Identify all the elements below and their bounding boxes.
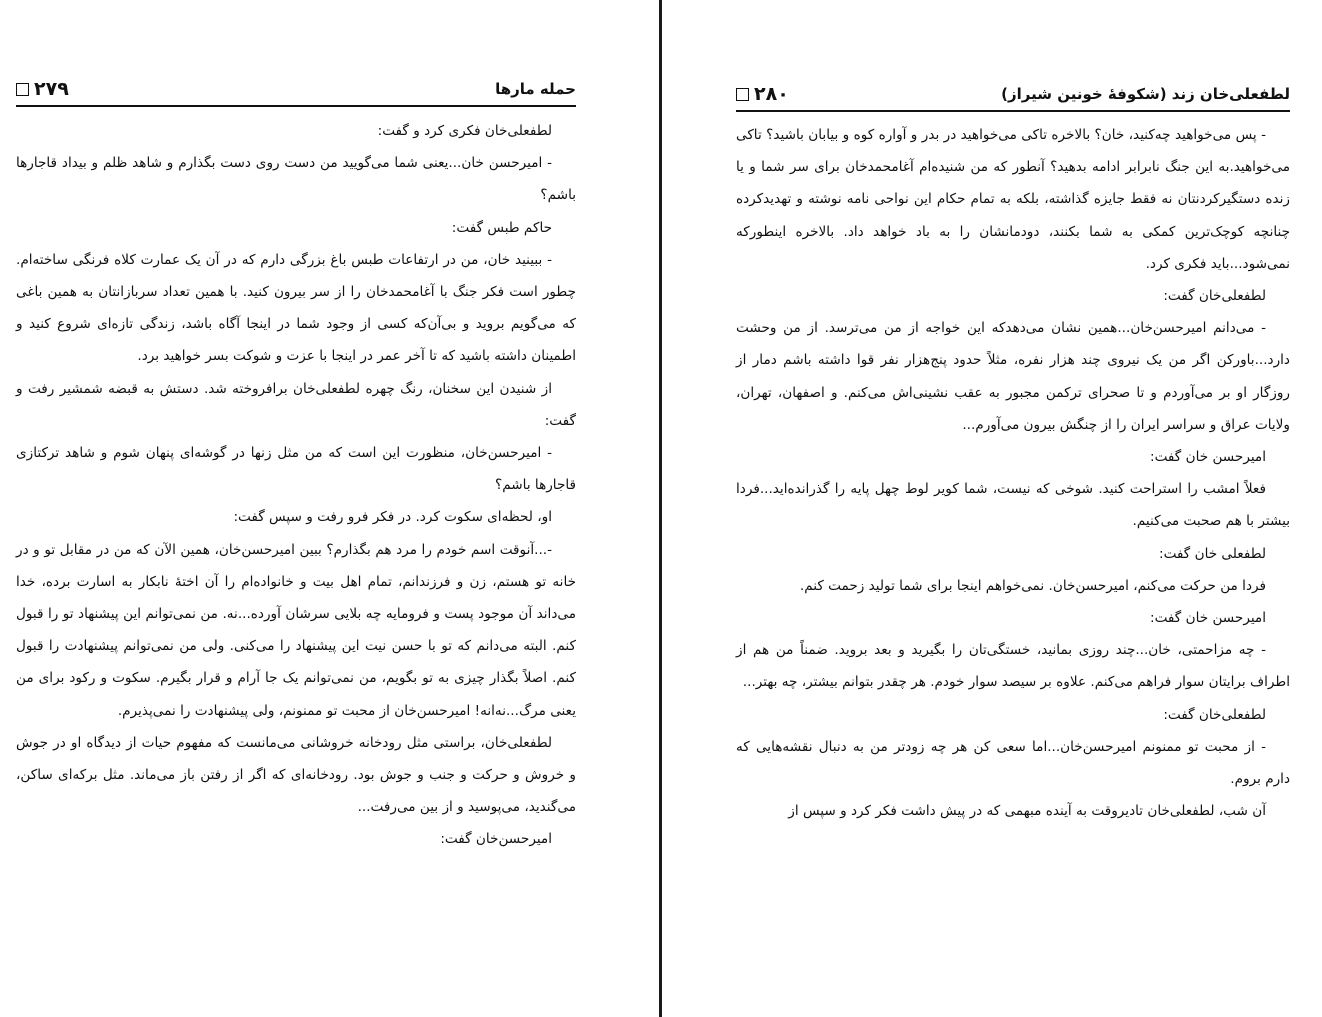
body-paragraph: - پس می‌خواهید چه‌کنید، خان؟ بالاخره تاکی می‌خواهید در بدر و آواره کوه و بیابان باشید؟ تاکی می‌خواهید.به این جنگ نابرابر ادامه بدهید؟ آنطور که من شنیده‌ام آغامحمدخان برای سر شما و یا زنده دستگیرکردنتان نه فقط جایزه گذاشته، بلکه به تمام حکام این نواحی نامه نوشته و تهدیدکرده چنانچه کوچک‌ترین کمکی به شما بکنند، دودمانشان را به باد خواهد داد. بالاخره اینطورکه نمی‌شود...باید فکری کرد.: [736, 127, 1290, 272]
body-paragraph: آن شب، لطفعلی‌خان تادیروقت به آینده مبهمی که در پیش داشت فکر کرد و سپس از: [788, 803, 1266, 820]
right-header-rule: [736, 110, 1290, 112]
body-paragraph: فردا من حرکت می‌کنم، امیرحسن‌خان. نمی‌خواهم اینجا برای شما تولید زحمت کنم.: [799, 577, 1266, 594]
right-page-body: [736, 119, 1290, 827]
speaker-line: امیرحسن‌خان گفت:: [440, 831, 552, 848]
speaker-line: لطفعلی‌خان گفت:: [1163, 706, 1266, 723]
body-paragraph: - چه مزاحمتی، خان...چند روزی بمانید، خستگی‌تان را بگیرید و بعد بروید. ضمناً من هم از اطراف برایتان سوار فراهم می‌کنم. علاوه بر سیصد سوار خودم. هر چقدر بتوانم بیشتر، چه بهتر...: [736, 642, 1290, 691]
speaker-line: لطفعلی‌خان فکری کرد و گفت:: [377, 123, 552, 139]
left-page-header: [16, 74, 576, 104]
speaker-line: او، لحظه‌ای سکوت کرد. در فکر فرو رفت و سپس گفت:: [233, 509, 552, 526]
body-paragraph: فعلاً امشب را استراحت کنید. شوخی که نیست، شما کویر لوط چهل پایه را گذرانده‌اید...فردا بیشتر با هم صحبت می‌کنیم.: [736, 481, 1290, 530]
right-page: [736, 0, 1290, 1017]
body-paragraph: -...آنوقت اسم خودم را مرد هم بگذارم؟ ببین امیرحسن‌خان، همین الآن که من در مقابل تو و در خانه تو هستم، زن و فرزندانم، تمام اهل بیت و خانواده‌ام را آن اختهٔ نابکار به اسارت برده، خدا می‌داند آن موجود پست و فرومایه چه بلایی سرشان آورده...نه. من نمی‌توانم این پیشنهاد تو را قبول کنم. البته می‌دانم که تو با حسن نیت این پیشنهاد را می‌کنی. ولی من نمی‌توانم پیشنهادت را قبول کنم. اصلاً بگذار چیزی به تو بگویم، من نمی‌توانم یک جا آرام و قرار بگیرم. سکوت و رکود برای من یعنی مرگ...نه‌ا‌نه! امیرحسن‌خان از محبت تو ممنونم، ولی پیشنهادت را نمی‌پذیرم.: [16, 541, 576, 719]
speaker-line: امیرحسن خان گفت:: [1150, 449, 1266, 466]
speaker-line: لطفعلی خان گفت:: [1158, 545, 1266, 562]
body-paragraph: از شنیدن این سخنان، رنگ چهره لطفعلی‌خان برافروخته شد. دستش به قبضه شمشیر رفت و گفت:: [16, 380, 576, 429]
right-page-number-text: ۲۸۰: [754, 83, 789, 105]
body-paragraph: - امیرحسن خان...یعنی شما می‌گویید من دست روی دست بگذارم و شاهد ظلم و بیداد قاجارها باشم؟: [16, 155, 576, 204]
left-page-number-text: ۲۷۹: [34, 78, 69, 100]
speaker-line: لطفعلی‌خان گفت:: [1163, 288, 1266, 305]
spine-gutter-line: [659, 0, 662, 1017]
right-page-running-title: لطفعلی‌خان زند (شکوفهٔ خونین شیراز): [1001, 85, 1290, 103]
speaker-line: حاکم طبس گفت:: [451, 219, 552, 236]
left-page-number: [16, 78, 69, 100]
body-paragraph: لطفعلی‌خان، براستی مثل رودخانه خروشانی می‌مانست که مفهوم حیات از دیدگاه او در جوش و خروش و حرکت و جنب و جوش بود. رودخانه‌ای که اگر از رفتن باز می‌ماند. مثل برکه‌ای ساکن، می‌گندید، می‌پوسید و از بین می‌رفت...: [16, 734, 576, 816]
left-page: [16, 0, 576, 1017]
page-number-box-icon: [16, 83, 29, 96]
right-page-header: [736, 79, 1290, 109]
speaker-line: امیرحسن خان گفت:: [1150, 610, 1266, 627]
page-number-box-icon: [736, 88, 749, 101]
body-paragraph: - از محبت تو ممنونم امیرحسن‌خان...اما سعی کن هر چه زودتر من به دنبال نقشه‌هایی که دارم بروم.: [736, 738, 1290, 788]
body-paragraph: - ببینید خان، من در ارتفاعات طبس باغ بزرگی دارم که در آن یک عمارت کلاه فرنگی ساخته‌ام. چطور است فکر جنگ با آغامحمدخان را از سر بیرون کنید. با همین تعداد سربازانتان به همین باغی که می‌گویم بروید و بی‌آن‌که کسی از وجود شما در اینجا آگاه باشد، زندگی تازه‌ای شروع کنید و اطمینان داشته باشید که تا آخر عمر در اینجا با عزت و شوکت بسر خواهید برد.: [16, 251, 576, 365]
body-paragraph: - می‌دانم امیرحسن‌خان...همین نشان می‌دهدکه این خواجه از من می‌ترسد. از من وحشت دارد...باورکن اگر من یک نیروی چند هزار نفره، مثلاً حدود پنج‌هزار نفر قوا داشته باشم دمار از روزگار او بر می‌آوردم و تا صحرای ترکمن مجبور به عقب نشینی‌اش می‌کنم. و اصفهان، تهران، ولایات عراق و سراسر ایران را از چنگش بیرون می‌آورم...: [736, 320, 1290, 433]
left-page-body: [16, 115, 576, 856]
left-header-rule: [16, 105, 576, 107]
body-paragraph: - امیرحسن‌خان، منظورت این است که من مثل زنها در گوشه‌ای پنهان شوم و شاهد ترکتازی قاجارها باشم؟: [16, 445, 576, 494]
left-page-running-title: حمله مارها: [495, 80, 576, 98]
right-page-number: [736, 83, 789, 105]
